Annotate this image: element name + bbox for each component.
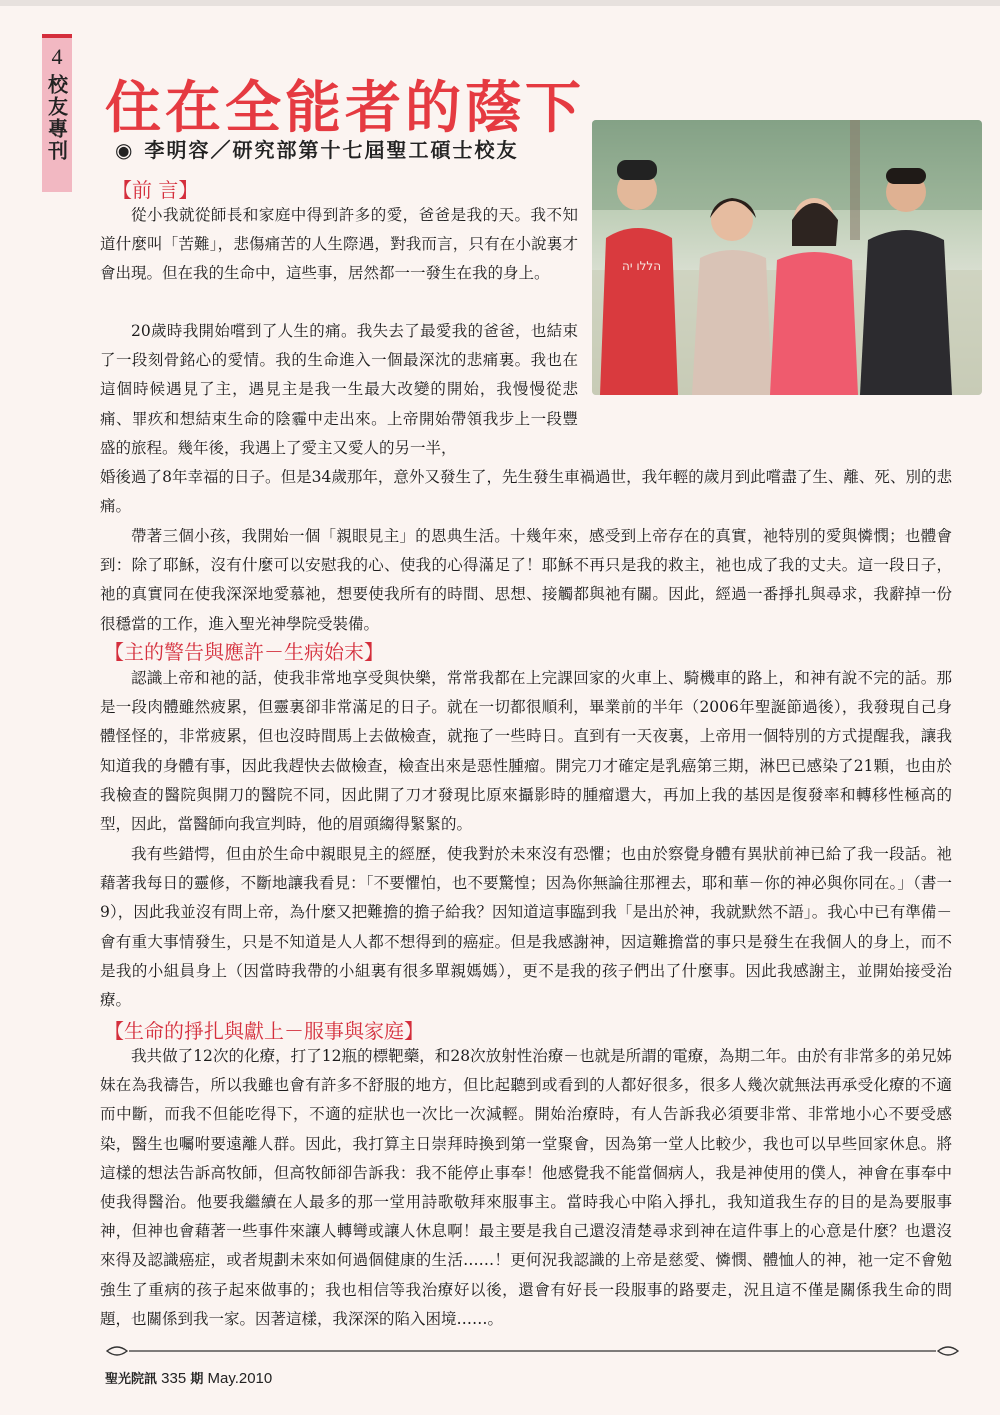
family-photo (592, 120, 982, 395)
footer-publication (105, 1368, 272, 1387)
person-mother (692, 198, 772, 395)
footer-issue-number: 335 (161, 1370, 187, 1387)
section-heading-struggle: 【生命的掙扎與獻上－服事與家庭】 (104, 1019, 424, 1043)
page-tab (42, 34, 72, 192)
illness-paragraph-1: 認識上帝和祂的話，使我非常地享受與快樂，常常我都在上完課回家的火車上、騎機車的路上，和神有說不完的話。那是一段肉體雖然疲累，但靈裏卻非常滿足的日子。就在一切都很順利，畢業前的半年（2006年聖誕節過後），我發現自己身體怪怪的，非常疲累，但也沒時間馬上去做檢查，就拖了一些時日。直到有一天夜裏，上帝用一個特別的方式提醒我，讓我知道我的身體有事，因此我趕快去做檢查，檢查出來是惡性腫瘤。開完刀才確定是乳癌第三期，淋巴已感染了21顆，也由於我檢查的醫院與開刀的醫院不同，因此開了刀才發現比原來攝影時的腫瘤還大，再加上我的基因是復發率和轉移性極高的型，因此，當醫師向我宣判時，他的眉頭縐得緊緊的。 (100, 669, 952, 834)
intro-paragraph-2-cont: 婚後過了8年幸福的日子。但是34歲那年，意外又發生了，先生發生車禍過世，我年輕的歲月到此嚐盡了生、離、死、別的悲痛。 (100, 468, 952, 516)
page-number: 4 (51, 44, 63, 69)
illness-paragraph-2: 我有些錯愕，但由於生命中親眼見主的經歷，使我對於未來沒有恐懼；也由於察覺身體有異狀前神已給了我一段話。祂藉著我每日的靈修，不斷地讓我看見：「不要懼怕，也不要驚惶；因為你無論往那裡去，耶和華－你的神必與你同在。」（書一9），因此我並沒有問上帝，為什麼又把難擔的擔子給我？因知道這事臨到我「是出於神，我就默然不語」。我心中已有準備－會有重大事情發生，只是不知道是人人都不想得到的癌症。但是我感謝神，因這難擔當的事只是發生在我個人的身上，而不是我的小組員身上（因當時我帶的小組裏有很多單親媽媽），更不是我的孩子們出了什麼事。因此我感謝主，並開始接受治療。 (100, 845, 952, 1010)
footer-ornament-rule (105, 1342, 960, 1360)
intro-paragraph-2: 20歲時我開始嚐到了人生的痛。我失去了最愛我的爸爸，也結束了一段刻骨銘心的愛情。我的生命進入一個最深沈的悲痛裏。我也在這個時候遇見了主，遇見主是我一生最大改變的開始，我慢慢從悲痛、罪疚和想結束生命的陰霾中走出來。上帝開始帶領我步上一段豐盛的旅程。幾年後，我遇上了愛主又愛人的另一半， (100, 322, 578, 457)
intro-paragraph-1: 從小我就從師長和家庭中得到許多的愛，爸爸是我的天。我不知道什麼叫「苦難」，悲傷痛苦的人生際遇，對我而言，只有在小說裏才會出現。但在我的生命中，這些事，居然都一一發生在我的身上。 (100, 206, 578, 283)
person-girl (770, 198, 858, 395)
byline (115, 134, 518, 163)
footer-date: May.2010 (207, 1370, 273, 1387)
byline-bullet-icon: ◉ (115, 138, 135, 162)
footer-publication-name: 聖光院訊 (105, 1372, 158, 1387)
footer-issue-suffix: 期 (190, 1372, 204, 1387)
shirt-text: הללו יה (622, 259, 662, 273)
section-heading-intro: 【前 言】 (112, 178, 199, 202)
article-title: 住在全能者的蔭下 (105, 76, 585, 141)
byline-text: 李明容／研究部第十七屆聖工碩士校友 (144, 138, 519, 162)
family-photo-illustration (592, 120, 982, 395)
struggle-paragraph-1: 我共做了12次的化療，打了12瓶的標靶藥，和28次放射性治療－也就是所謂的電療，為期二年。由於有非常多的弟兄姊妹在為我禱告，所以我雖也會有許多不舒服的地方，但比起聽到或看到的人都好很多，很多人幾次就無法再承受化療的不適而中斷，而我不但能吃得下，不適的症狀也一次比一次減輕。開始治療時，有人告訴我必須要非常、非常地小心不要受感染，醫生也囑咐要遠離人群。因此，我打算主日崇拜時換到第一堂聚會，因為第一堂人比較少，我也可以早些回家休息。將這樣的想法告訴高牧師，但高牧師卻告訴我：我不能停止事奉！他感覺我不能當個病人，我是神使用的僕人，神會在事奉中使我得醫治。他要我繼續在人最多的那一堂用詩歌敬拜來服事主。當時我心中陷入掙扎，我知道我生存的目的是為要服事神，但神也會藉著一些事件來讓人轉彎或讓人休息啊！最主要是我自己還沒清楚尋求到神在這件事上的心意是什麼？也還沒來得及認識癌症，或者規劃未來如何過個健康的生活……！更何況我認識的上帝是慈愛、憐憫、體恤人的神，祂一定不會勉強生了重病的孩子起來做事的；我也相信等我治療好以後，還會有好長一段服事的路要走，況且這不僅是關係我生命的問題，也關係到我一家。因著這樣，我深深的陷入困境……。 (100, 1047, 952, 1328)
intro-paragraph-3: 帶著三個小孩，我開始一個「親眼見主」的恩典生活。十幾年來，感受到上帝存在的真實，祂特別的愛與憐憫；也體會到：除了耶穌，沒有什麼可以安慰我的心、使我的心得滿足了！耶穌不再只是我的救主，祂也成了我的丈夫。這一段日子，祂的真實同在使我深深地愛慕祂，想要使我所有的時間、思想、接觸都與祂有關。因此，經過一番掙扎與尋求，我辭掉一份很穩當的工作，進入聖光神學院受裝備。 (100, 527, 952, 633)
section-label: 校友專刊 (44, 74, 69, 162)
top-band (0, 0, 1000, 6)
section-heading-illness: 【主的警告與應許－生病始末】 (104, 640, 384, 664)
